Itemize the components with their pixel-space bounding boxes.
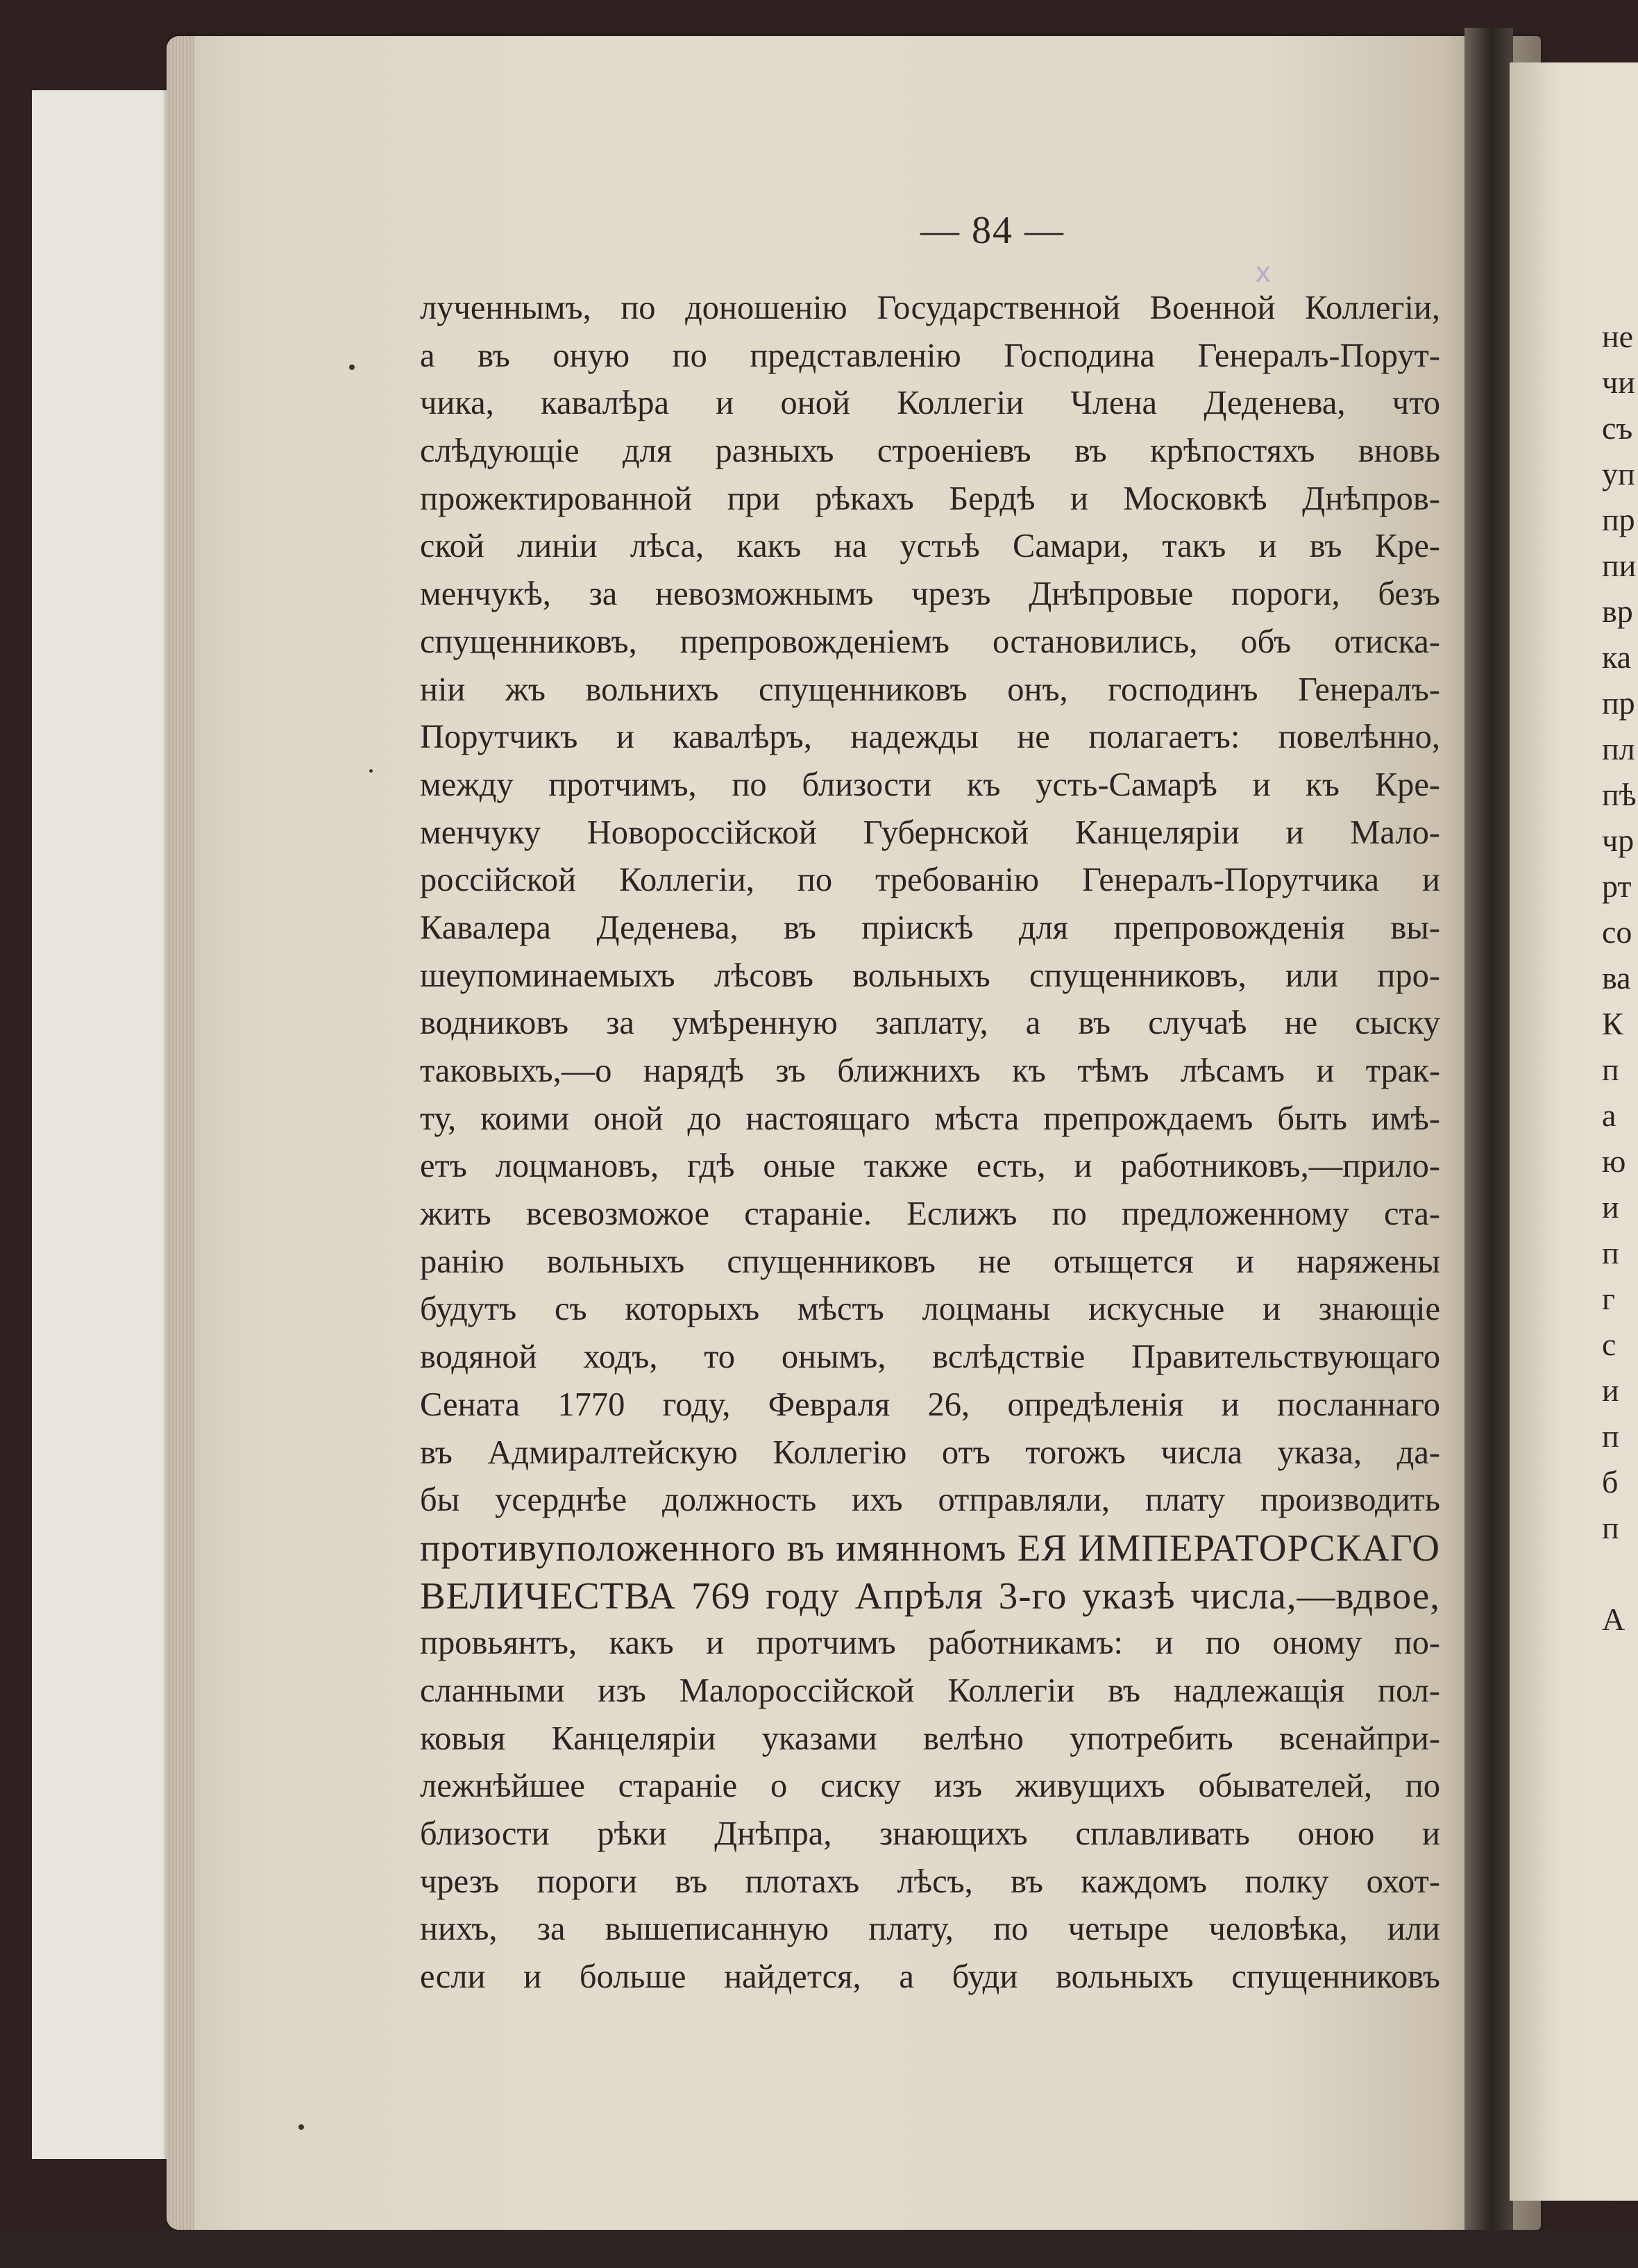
text-line: ранію вольныхъ спущенниковъ не отыщется и наряжены <box>420 1243 1440 1280</box>
text-line: Порутчикъ и кавалѣръ, надежды не полагаетъ: повелѣнно, <box>420 719 1440 756</box>
next-page-fragment: чр <box>1602 823 1635 858</box>
text-line: менчукѣ, за невозможнымъ чрезъ Днѣпровые пороги, безъ <box>420 576 1440 613</box>
text-line: водниковъ за умѣренную заплату, а въ случаѣ не сыску <box>420 1005 1440 1042</box>
next-page-fragment: пр <box>1602 685 1635 721</box>
text-line: близости рѣки Днѣпра, знающихъ сплавливать оною и <box>420 1815 1440 1852</box>
next-page-fragment: ва <box>1602 960 1631 996</box>
text-line: Сената 1770 году, Февраля 26, опредѣленія и посланнаго <box>420 1386 1440 1423</box>
next-page-fragment: г <box>1602 1281 1615 1316</box>
next-page-fragment: не <box>1602 319 1634 354</box>
text-line: спущенниковъ, препровожденіемъ остановились, объ отиска- <box>420 623 1440 660</box>
text-line: етъ лоцмановъ, гдѣ оные также есть, и работниковъ,—прило- <box>420 1148 1440 1185</box>
next-page-fragment: п <box>1602 1510 1619 1545</box>
text-line: шеупоминаемыхъ лѣсовъ вольныхъ спущенниковъ, или про- <box>420 957 1440 994</box>
page-stack-edge <box>167 36 194 2230</box>
text-line: будутъ съ которыхъ мѣстъ лоцманы искусные и знающіе <box>420 1291 1440 1328</box>
next-page-fragment: ю <box>1602 1143 1626 1179</box>
next-page-fragment: рт <box>1602 868 1632 904</box>
text-line: менчуку Новороссійской Губернской Канцеляріи и Мало- <box>420 814 1440 851</box>
text-line: прожектированной при рѣкахъ Бердѣ и Московкѣ Днѣпров- <box>420 480 1440 517</box>
text-line: бы усерднѣе должность ихъ отправляли, плату производить <box>420 1481 1440 1519</box>
next-page-fragment: вр <box>1602 594 1633 629</box>
next-page-fragment: К <box>1602 1006 1623 1041</box>
next-page-fragment: пи <box>1602 548 1637 583</box>
scan-bottom-border <box>0 2230 1638 2268</box>
next-page-fragment: ка <box>1602 639 1632 675</box>
text-line: противуположенного въ имянномъ ЕЯ ИМПЕРАТОРСКАГО <box>420 1526 1440 1569</box>
text-line: если и больше найдется, а буди вольныхъ спущенниковъ <box>420 1958 1440 1996</box>
text-line: ВЕЛИЧЕСТВА 769 году Апрѣля 3-го указѣ числа,—вдвое, <box>420 1574 1440 1617</box>
text-line: нихъ, за вышеписанную плату, по четыре человѣка, или <box>420 1910 1440 1948</box>
text-line: а въ оную по представленію Господина Генералъ-Порут- <box>420 337 1440 374</box>
text-line: въ Адмиралтейскую Коллегію отъ тогожъ числа указа, да- <box>420 1434 1440 1471</box>
next-page-fragment: со <box>1602 914 1632 950</box>
next-page-fragment: чи <box>1602 364 1635 400</box>
next-page-fragment: и <box>1602 1189 1619 1225</box>
text-line: лежнѣйшее стараніе о сиску изъ живущихъ обывателей, по <box>420 1767 1440 1805</box>
text-line: провьянтъ, какъ и протчимъ работникамъ: и по оному по- <box>420 1624 1440 1662</box>
pencil-mark: x <box>1255 257 1272 289</box>
next-page-fragment: пѣ <box>1602 777 1637 812</box>
next-page-fragment: съ <box>1602 410 1633 446</box>
text-line: таковыхъ,—о нарядѣ зъ ближнихъ къ тѣмъ лѣсамъ и трак- <box>420 1052 1440 1089</box>
margin-speck <box>349 364 355 370</box>
text-line: ковыя Канцеляріи указами велѣно употребить всенайпри- <box>420 1720 1440 1757</box>
text-line: ской линіи лѣса, какъ на устьѣ Самари, такъ и въ Кре- <box>420 528 1440 565</box>
text-line: водяной ходъ, то онымъ, вслѣдствіе Правительствующаго <box>420 1338 1440 1376</box>
next-page-fragment: п <box>1602 1418 1619 1454</box>
text-line: россійской Коллегіи, по требованію Генералъ-Порутчика и <box>420 862 1440 899</box>
next-page-fragment: пл <box>1602 731 1635 766</box>
next-page-text-fragments <box>1602 314 1638 1643</box>
book-gutter <box>1464 28 1513 2242</box>
next-page-fragment: уп <box>1602 456 1635 492</box>
next-page-fragment: А <box>1602 1602 1626 1637</box>
text-line: чрезъ пороги въ плотахъ лѣсъ, въ каждомъ полку охот- <box>420 1863 1440 1900</box>
next-page-fragment <box>1602 1551 1638 1597</box>
next-page-fragment: б <box>1602 1464 1619 1500</box>
text-line: чика, кавалѣра и оной Коллегіи Члена Деденева, что <box>420 385 1440 422</box>
text-line: между протчимъ, по близости къ усть-Самарѣ и къ Кре- <box>420 766 1440 803</box>
next-page-fragment: а <box>1602 1098 1616 1133</box>
text-line: слѣдующіе для разныхъ строеніевъ въ крѣпостяхъ вновь <box>420 432 1440 470</box>
text-line: ніи жъ вольнихъ спущенниковъ онъ, господинъ Генералъ- <box>420 671 1440 708</box>
text-line: сланными изъ Малороссійской Коллегіи въ надлежащія пол- <box>420 1672 1440 1709</box>
next-page-fragment: с <box>1602 1327 1616 1362</box>
margin-speck <box>369 769 373 773</box>
text-line: ту, коими оной до настоящаго мѣста препрождаемъ быть имѣ- <box>420 1100 1440 1137</box>
next-page-fragment: п <box>1602 1052 1619 1087</box>
text-line: лученнымъ, по доношенію Государственной Военной Коллегіи, <box>420 289 1440 326</box>
text-line: жить всевозможое стараніе. Еслижъ по предложенному ста- <box>420 1195 1440 1233</box>
text-line: Кавалера Деденева, въ пріискѣ для препровожденія вы- <box>420 909 1440 946</box>
next-page-fragment: и <box>1602 1372 1619 1408</box>
body-text <box>420 285 1440 2001</box>
page-number: — 84 — <box>920 209 1065 252</box>
margin-speck <box>298 2124 304 2130</box>
next-page-fragment: п <box>1602 1235 1619 1270</box>
next-page-fragment: пр <box>1602 502 1635 537</box>
